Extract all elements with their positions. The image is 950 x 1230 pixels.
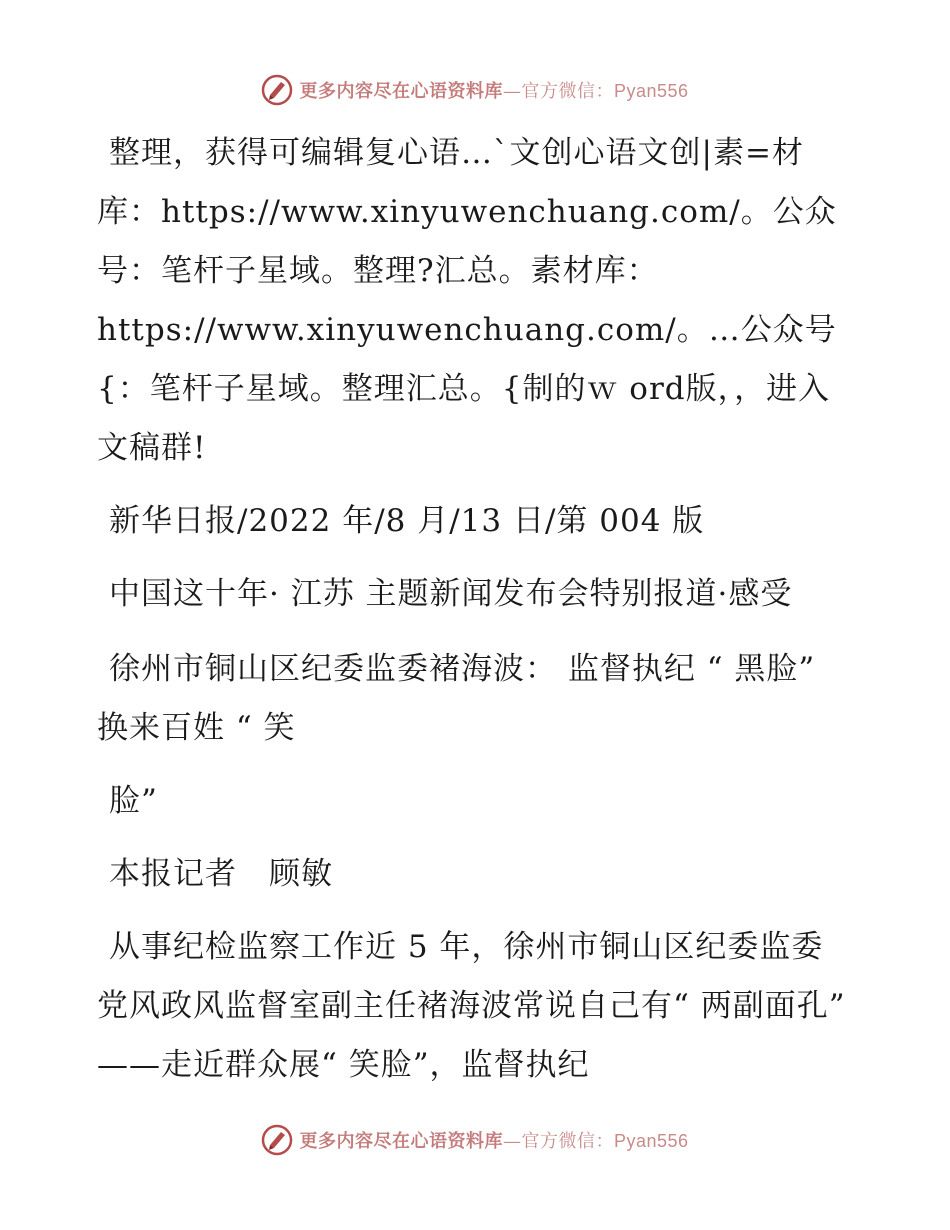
brand-logo-icon xyxy=(261,1124,293,1156)
watermark-dash: — xyxy=(502,1131,522,1152)
watermark-brand: 更多内容尽在心语资料库 xyxy=(299,81,503,102)
intro-paragraph: 整理，获得可编辑复心语…ˋ文创心语文创|素=材库：https://www.xinyuwenchuang.com/。公众号：笔杆子星域。整理?汇总。素材库：https://www.xinyuwenchuang.com/。…公众号{：笔杆子星域。整理汇总。{制的ｗ ord版，，进入文稿群! xyxy=(97,135,837,466)
watermark-wechat-label: 官方微信： xyxy=(521,81,614,102)
article-title: 徐州市铜山区纪委监委褚海波： 监督执纪 “ 黑脸” 换来百姓 “ 笑 xyxy=(97,651,816,746)
section-heading: 中国这十年· 江苏 主题新闻发布会特别报道·感受 xyxy=(109,576,793,612)
byline: 本报记者 顾敏 xyxy=(109,856,333,892)
watermark-text xyxy=(299,1127,688,1153)
watermark-wechat-id: Pyan556 xyxy=(613,1131,689,1151)
article-title-continuation: 脸” xyxy=(109,783,158,819)
watermark-dash: — xyxy=(502,81,522,102)
header-watermark xyxy=(0,72,950,108)
brand-logo-icon xyxy=(261,74,293,106)
document-body xyxy=(97,124,849,1095)
watermark-wechat-id: Pyan556 xyxy=(613,81,689,101)
publication-line: 新华日报/2022 年/8 月/13 日/第 004 版 xyxy=(109,503,705,539)
footer-watermark xyxy=(0,1122,950,1158)
watermark-text xyxy=(299,77,688,103)
body-paragraph: 从事纪检监察工作近 5 年，徐州市铜山区纪委监委党风政风监督室副主任褚海波常说自己有“ 两副面孔” ——走近群众展“ 笑脸”，监督执纪 xyxy=(97,929,846,1083)
watermark-wechat-label: 官方微信： xyxy=(521,1131,614,1152)
watermark-brand: 更多内容尽在心语资料库 xyxy=(299,1131,503,1152)
